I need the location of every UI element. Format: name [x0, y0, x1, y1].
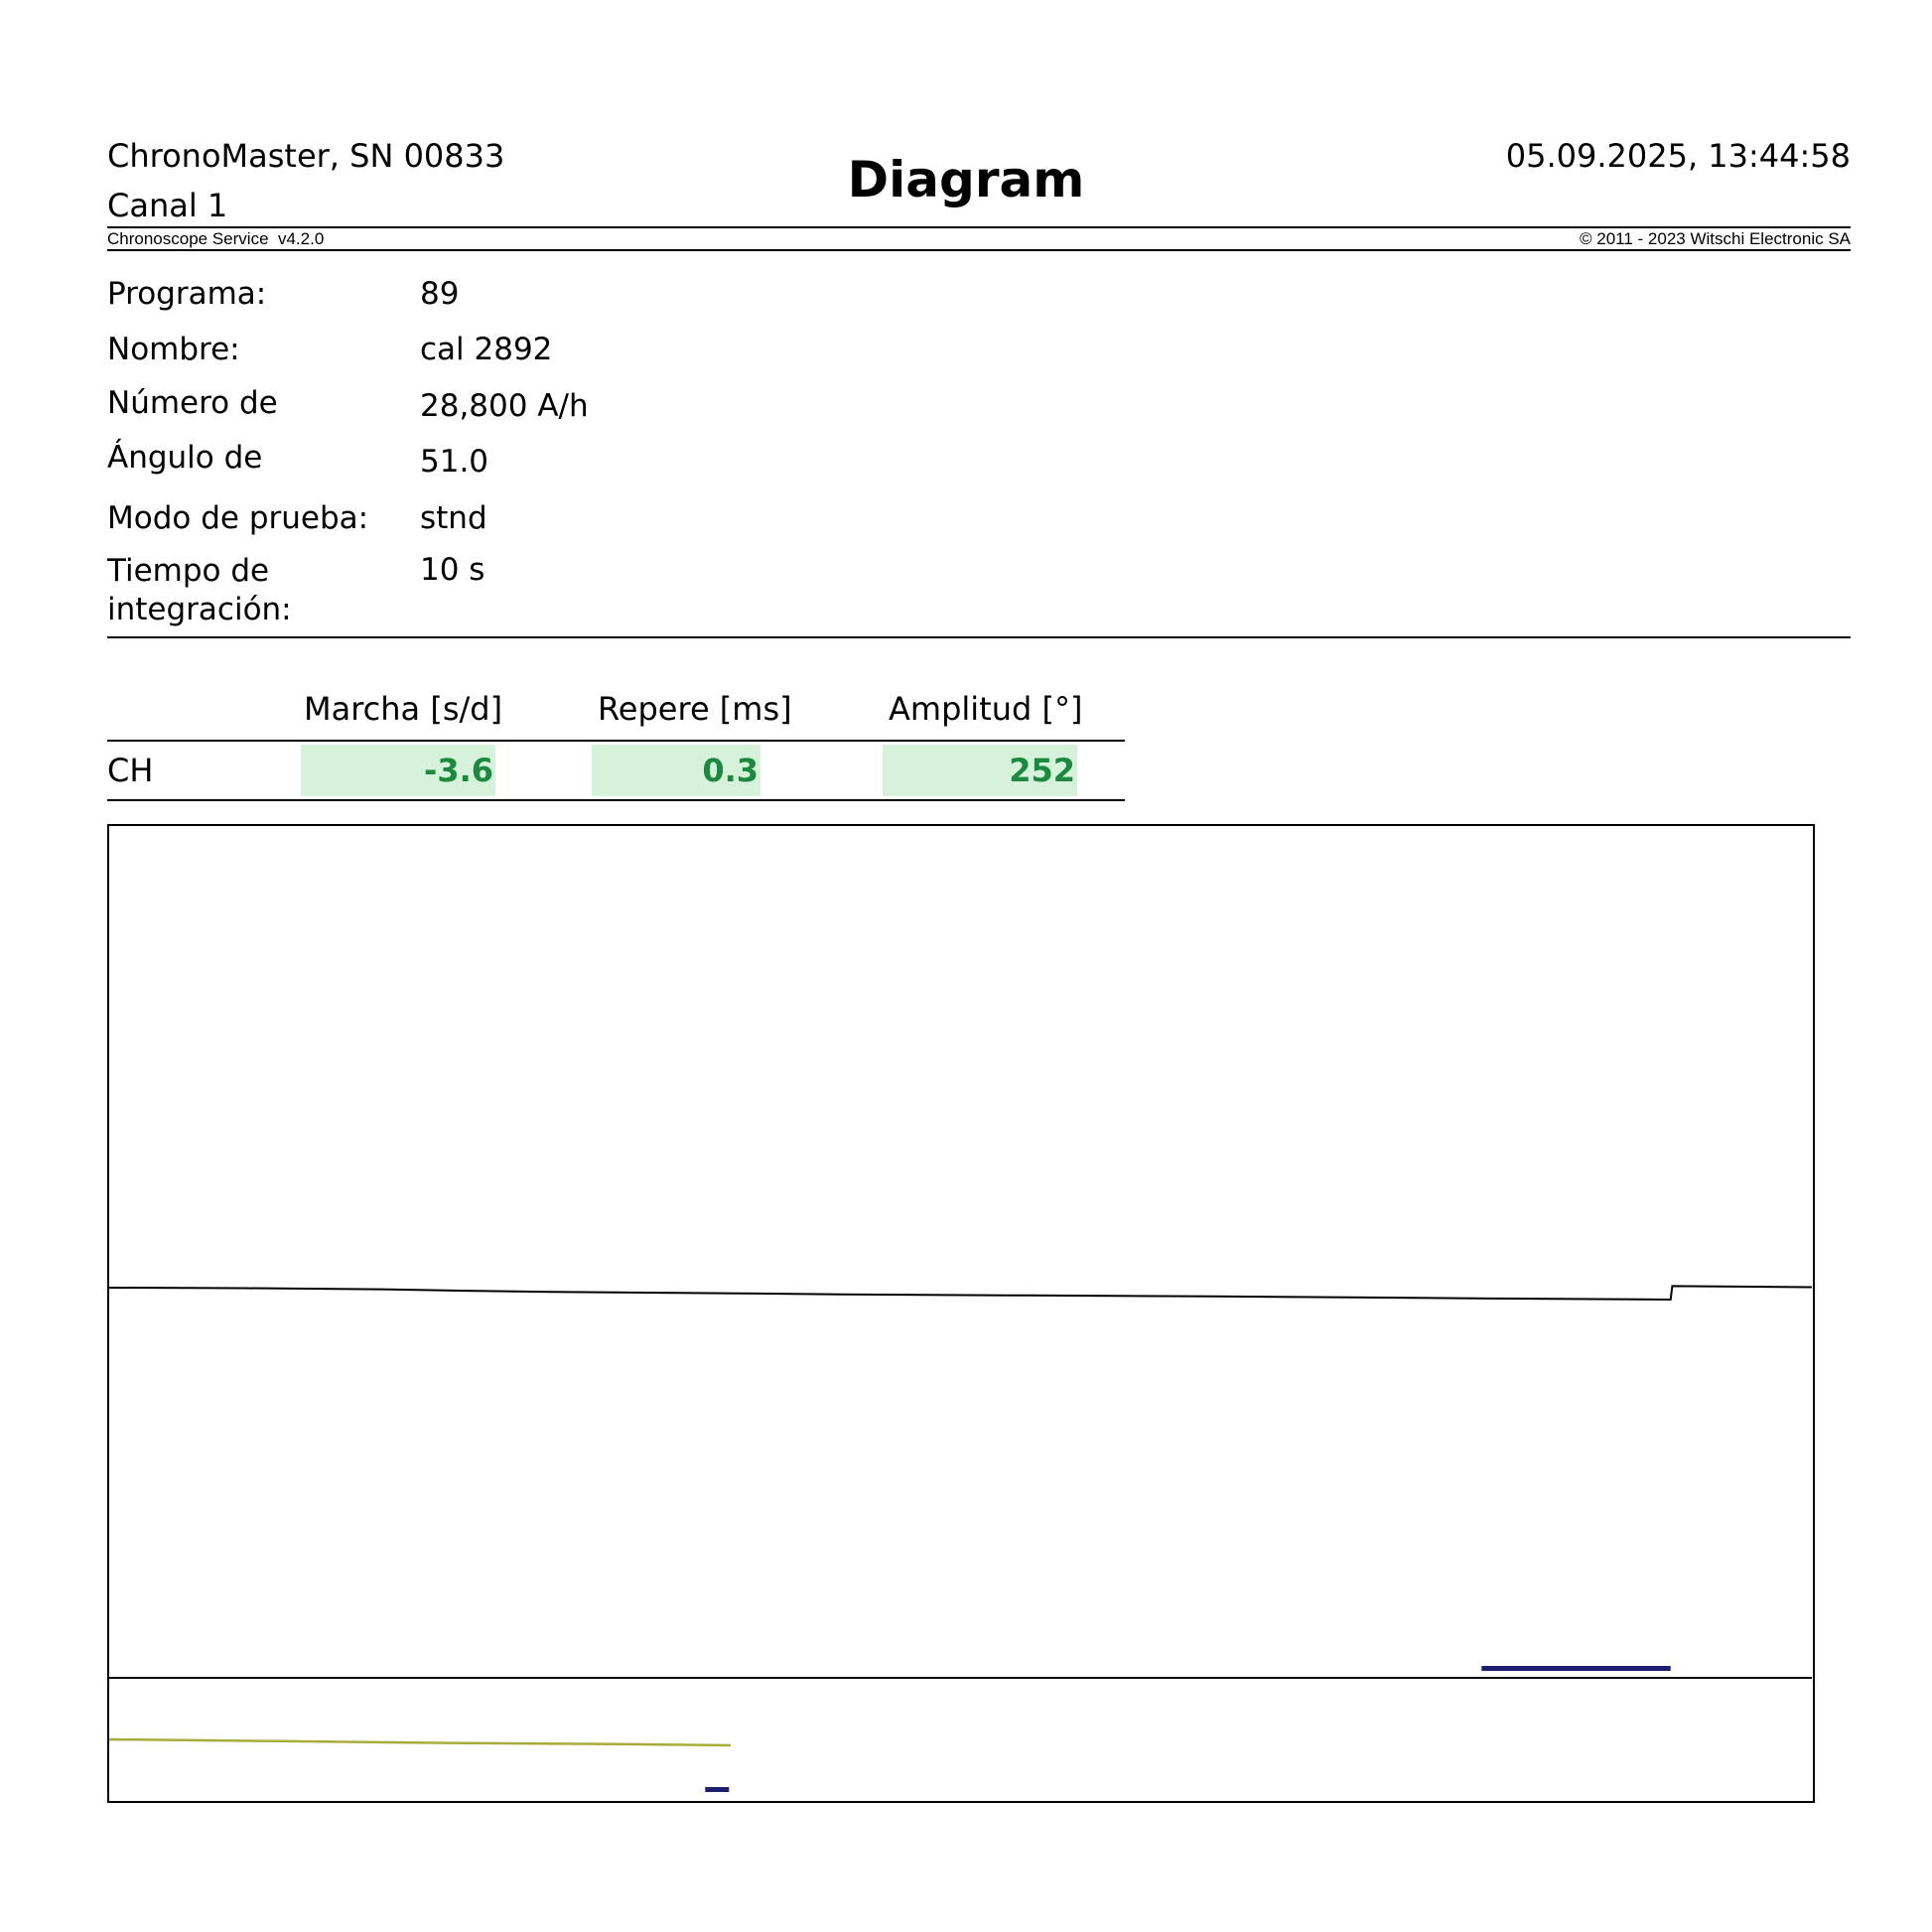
- page-title: Diagram: [847, 151, 1085, 208]
- field-value-lift-angle: 51.0: [420, 444, 489, 480]
- column-header-beat-error: Repere [ms]: [598, 690, 792, 728]
- table-bottom-rule: [107, 799, 1125, 801]
- field-value-beat-rate: 28,800 A/h: [420, 388, 589, 424]
- field-label-lift-angle: Ángulo de: [107, 440, 263, 476]
- amplitude-value: 252: [883, 745, 1077, 796]
- device-name: ChronoMaster, SN 00833: [107, 137, 505, 175]
- field-label-test-mode: Modo de prueba:: [107, 500, 369, 536]
- field-label-name: Nombre:: [107, 332, 240, 367]
- rate-trace-line: [109, 1286, 1812, 1300]
- field-label-integration-time: Tiempo de integración:: [107, 553, 292, 627]
- field-value-test-mode: stnd: [420, 500, 487, 536]
- row-label: CH: [107, 752, 154, 789]
- trace-marker-2: [705, 1787, 729, 1792]
- field-label-program: Programa:: [107, 276, 267, 312]
- trace-marker-1: [1481, 1666, 1670, 1671]
- header-rule-top: [107, 226, 1851, 228]
- beat-error-value: 0.3: [592, 745, 760, 796]
- field-label-beat-rate: Número de: [107, 385, 278, 421]
- column-header-rate: Marcha [s/d]: [304, 690, 503, 728]
- table-header-rule: [107, 740, 1125, 742]
- copyright: © 2011 - 2023 Witschi Electronic SA: [1580, 229, 1851, 248]
- field-value-name: cal 2892: [420, 332, 553, 367]
- header-rule-bottom: [107, 249, 1851, 251]
- channel-label: Canal 1: [107, 187, 228, 224]
- diagram-plot: [109, 826, 1812, 1800]
- software-version: Chronoscope Service v4.2.0: [107, 229, 325, 248]
- rate-value: -3.6: [301, 745, 495, 796]
- amplitude-trace-line: [109, 1739, 731, 1745]
- report-datetime: 05.09.2025, 13:44:58: [1505, 137, 1851, 175]
- diagram-chart: [107, 824, 1815, 1803]
- section-divider: [107, 636, 1851, 638]
- column-header-amplitude: Amplitud [°]: [889, 690, 1083, 728]
- field-value-integration-time: 10 s: [420, 552, 485, 588]
- field-value-program: 89: [420, 276, 460, 312]
